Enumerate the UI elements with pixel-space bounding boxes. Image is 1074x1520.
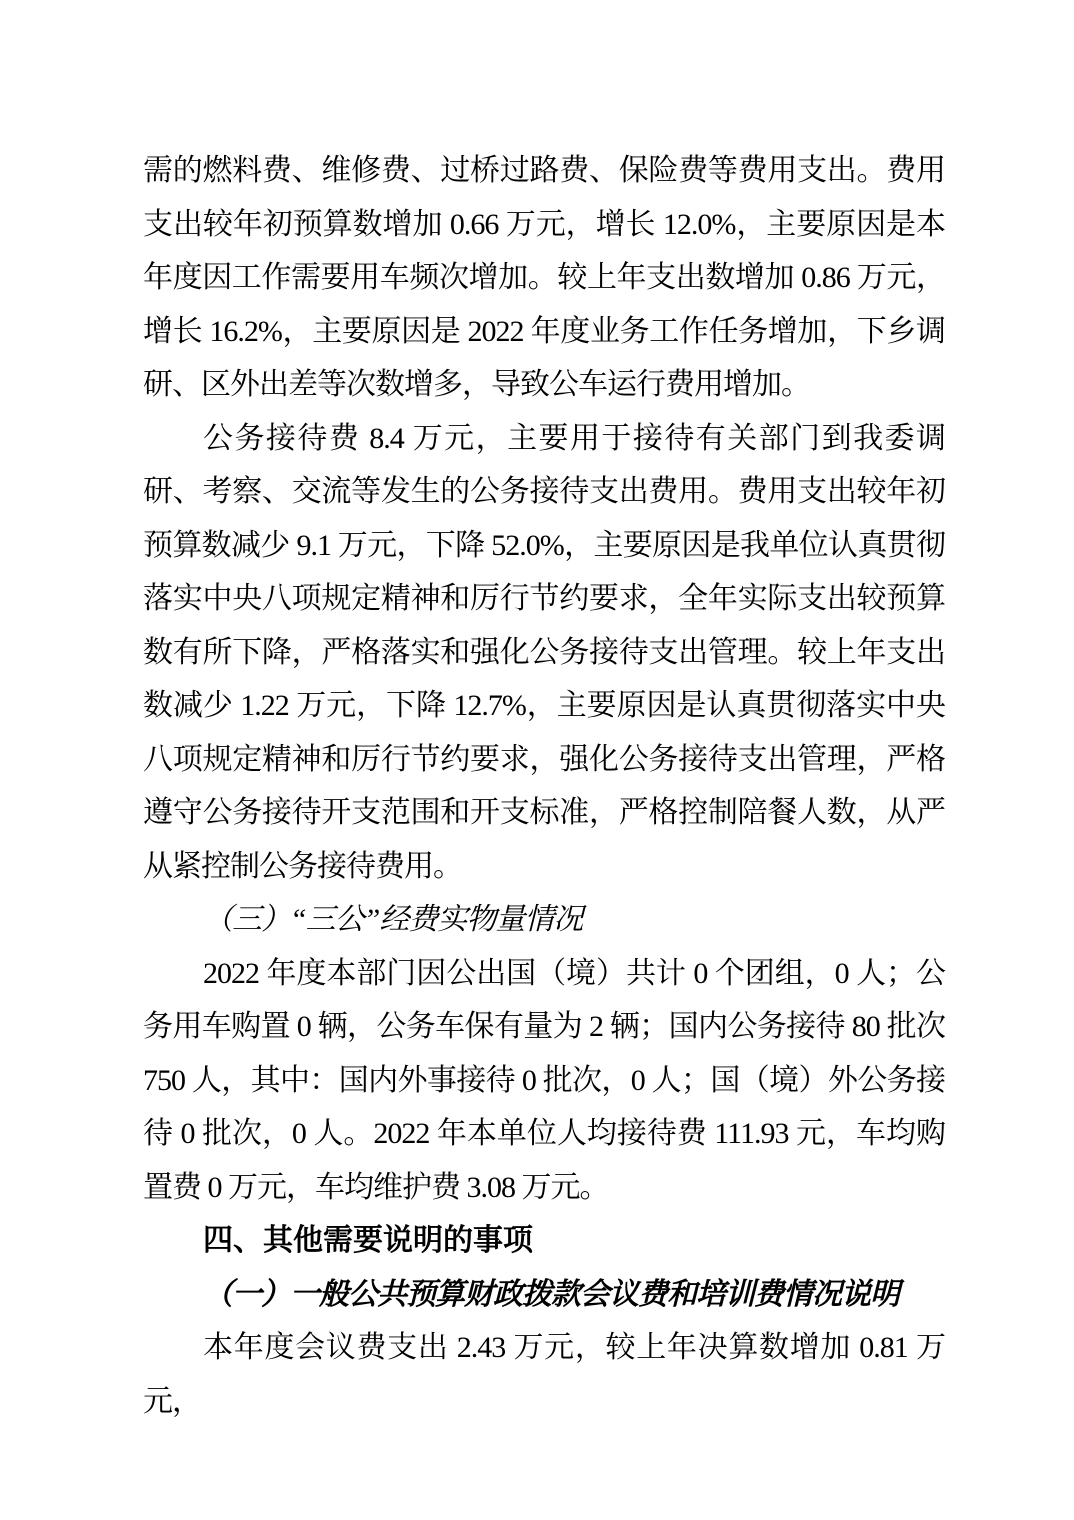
paragraph-vehicle-operating-costs: 需的燃料费、维修费、过桥过路费、保险费等费用支出。费用支出较年初预算数增加 0.66 万元，增长 12.0%，主要原因是本年度因工作需要用车频次增加。较上年支出数增加 0.86 万元，增长 16.2%，主要原因是 2022 年度业务工作任务增加，下乡调研、区外出差等次数增多，导致公车运行费用增加。 — [143, 154, 945, 401]
subheading-meeting-training-fee-note: （一）一般公共预算财政拨款会议费和培训费情况说明 — [203, 1277, 899, 1311]
paragraph-physical-quantity-details: 2022 年度本部门因公出国（境）共计 0 个团组，0 人；公务用车购置 0 辆，公务车保有量为 2 辆；国内公务接待 80 批次 750 人，其中：国内外事接待 0 批次，0 人；国（境）外公务接待 0 批次，0 人。2022 年本单位人均接待费 111.93 元，车均购置费 0 万元，车均维护费 3.08 万元。 — [143, 956, 945, 1204]
paragraph-meeting-fee-details: 本年度会议费支出 2.43 万元，较上年决算数增加 0.81 万元， — [143, 1331, 945, 1418]
paragraph-official-reception-costs: 公务接待费 8.4 万元，主要用于接待有关部门到我委调研、考察、交流等发生的公务接待支出费用。费用支出较年初预算数减少 9.1 万元，下降 52.0%，主要原因是我单位认真贯彻落实中央八项规定精神和厉行节约要求，全年实际支出较预算数有所下降，严格落实和强化公务接待支出管理。较上年支出数减少 1.22 万元，下降 12.7%，主要原因是认真贯彻落实中央八项规定精神和厉行节约要求，强化公务接待支出管理，严格遵守公务接待开支范围和开支标准，严格控制陪餐人数，从严从紧控制公务接待费用。 — [143, 421, 945, 883]
heading-section-four-other-matters: 四、其他需要说明的事项 — [203, 1224, 533, 1257]
page-content — [143, 144, 945, 1428]
subheading-section-three-physical-quantity: （三）“三公”经费实物量情况 — [203, 903, 583, 936]
